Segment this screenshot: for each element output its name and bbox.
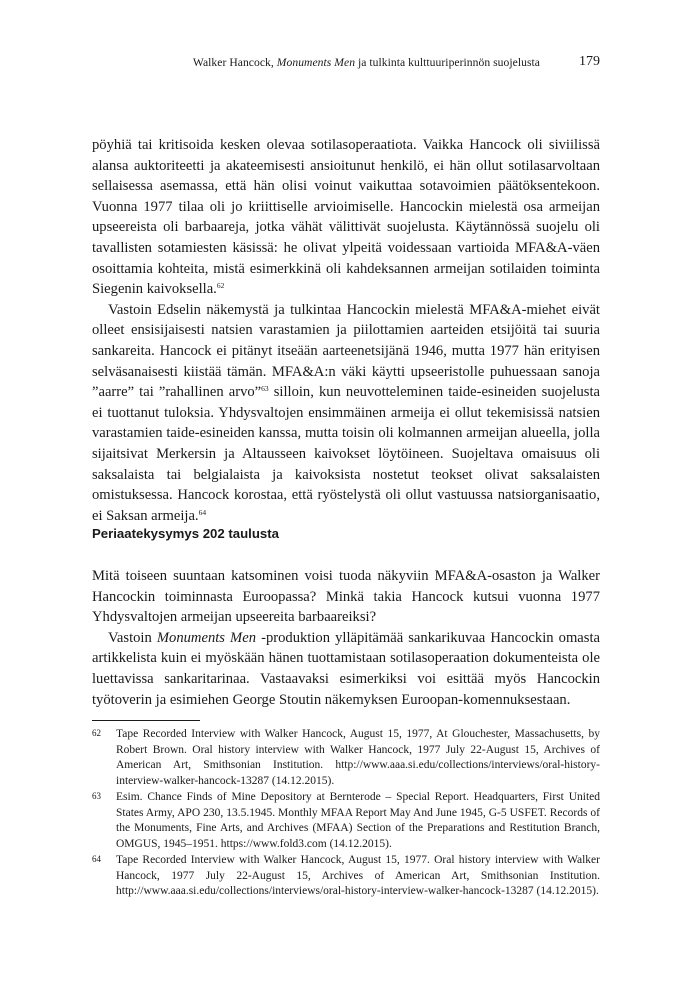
paragraph-1: pöyhiä tai kritisoida kesken olevaa sotilasoperaatiota. Vaikka Hancock oli siviilissä alansa auktoriteetti ja akateemisesti ansioitunut henkilö, ei hän ollut sotilasarvoltaan sellaisessa asemassa, että hän olisi voinut vaikuttaa sotavoimien päätöksentekoon. Vuonna 1977 tilaa oli jo kriittiselle arvioimiselle. Hancockin mielestä osa armeijan upseereista oli barbaareja, jotka vähät välittivät suojelusta. Käytännössä suojelu oli tavallisten sotamiesten käsissä: he olivat ylpeitä voidessaan vartioida MFA&A-väen osoittamia kohteita, mistä esimerkkinä oli kahdeksannen armeijan sotilaiden toiminta Siegenin kaivoksella.$^{62}$ — [92, 137, 600, 298]
running-title-post: ja tulkinta kulttuuriperinnön suojelusta — [355, 56, 540, 69]
paragraph-3: Mitä toiseen suuntaan katsominen voisi tuoda näkyviin MFA&A-osaston ja Walker Hancockin toiminnasta Euroopassa? Minkä takia Hancock kutsui vuonna 1977 Yhdysvaltojen armeijan upseereita barbaareiksi? — [92, 568, 600, 626]
body-text-block-2 — [92, 566, 600, 710]
footnote-text: Tape Recorded Interview with Walker Hancock, August 15, 1977. Oral history interview with Walker Hancock, 1977 July 22-August 15, Archives of American Art, Smithsonian Institution. http://www.aaa.si.edu/collections/interviews/oral-history-interview-walker-hancock-13287 (14.12.2015). — [116, 854, 600, 897]
footnote-ref-62[interactable]: 62 — [216, 281, 225, 291]
footnote-ref-64[interactable]: 64 — [198, 507, 207, 517]
paragraph-2: Vastoin Edselin näkemystä ja tulkintaa Hancockin mielestä MFA&A-miehet eivät olleet ensisijaisesti natsien varastamien ja piilottamien aarteiden etsijöitä tai suuria sankareita. Hancock ei pitänyt itseään aarteenetsijänä 1946, mutta 1977 hän erityisen selväsanaisesti kiistää tämän. MFA&A:n väki käytti upseeristolle puhuessaan sanoja ”aarre” tai ”rahallinen arvo”$^{63}$ silloin, kun neuvotteleminen taide-esineiden suojelusta ei tuottanut tuloksia. Yhdysvaltojen ensimmäinen armeija ei ollut tekemisissä natsien varastamien taide-esineiden kanssa, mutta toisin oli kolmannen armeijan alueella, jolla sijaitsivat Merkersin ja Altausseen kaivokset löytöineen. Suojeltava omaisuus oli saksalaista tai belgialaista ja kaivoksista nostetut teokset olivat saksalaisten omistuksessa. Hancock korostaa, että ryöstelystä oli ollut vastuussa natsiorganisaatio, ei Saksan armeija.$^{64}$ — [92, 301, 601, 524]
section-heading: Periaatekysymys 202 taulusta — [92, 526, 279, 541]
footnote-62 — [92, 727, 600, 789]
body-text-block-1 — [92, 135, 600, 526]
footnotes — [92, 727, 600, 901]
footnote-text: Esim. Chance Finds of Mine Depository at Bernterode – Special Report. Headquarters, First United States Army, APO 230, 13.5.1945. Monthly MFAA Report May And June 1945, G-5 USFET. Records of the Monuments, Fine Arts, and Archives (MFAA) Section of the Preparations and Restitution Branch, OMGUS, 1945–1951. https://www.fold3.com (14.12.2015). — [116, 791, 600, 850]
footnote-64 — [92, 853, 600, 900]
footnote-number: 63 — [92, 791, 101, 801]
running-title-italic: Monuments Men — [276, 56, 356, 69]
footnote-63 — [92, 790, 600, 852]
paragraph-4: Vastoin Monuments Men -produktion ylläpitämää sankarikuvaa Hancockin omasta artikkelista kuin ei myöskään hänen tuottamistaan sotilasoperaation dokumenteista ole luettavissa sankaritarinaa. Vastaavaksi esimerkiksi voi esittää myös Hancockin työtoverin ja esimiehen George Stoutin näkemyksen Euroopan-komennuksestaan. — [92, 629, 600, 708]
footnote-ref-63[interactable]: 63 — [261, 384, 269, 394]
footnote-number: 64 — [92, 854, 101, 864]
footnote-divider — [92, 720, 200, 721]
running-title-pre: Walker Hancock, — [192, 56, 277, 69]
running-header — [92, 54, 600, 74]
page-number: 179 — [579, 54, 600, 69]
footnote-number: 62 — [92, 728, 101, 738]
footnote-text: Tape Recorded Interview with Walker Hancock, August 15, 1977, At Glouchester, Massachusetts, by Robert Brown. Oral history interview with Walker Hancock, 1977 July 22-August 15, Archives of American Art, Smithsonian Institution. http://www.aaa.si.edu/collections/interviews/oral-history-interview-walker-hancock-13287 (14.12.2015). — [116, 728, 600, 787]
running-title — [193, 56, 540, 69]
